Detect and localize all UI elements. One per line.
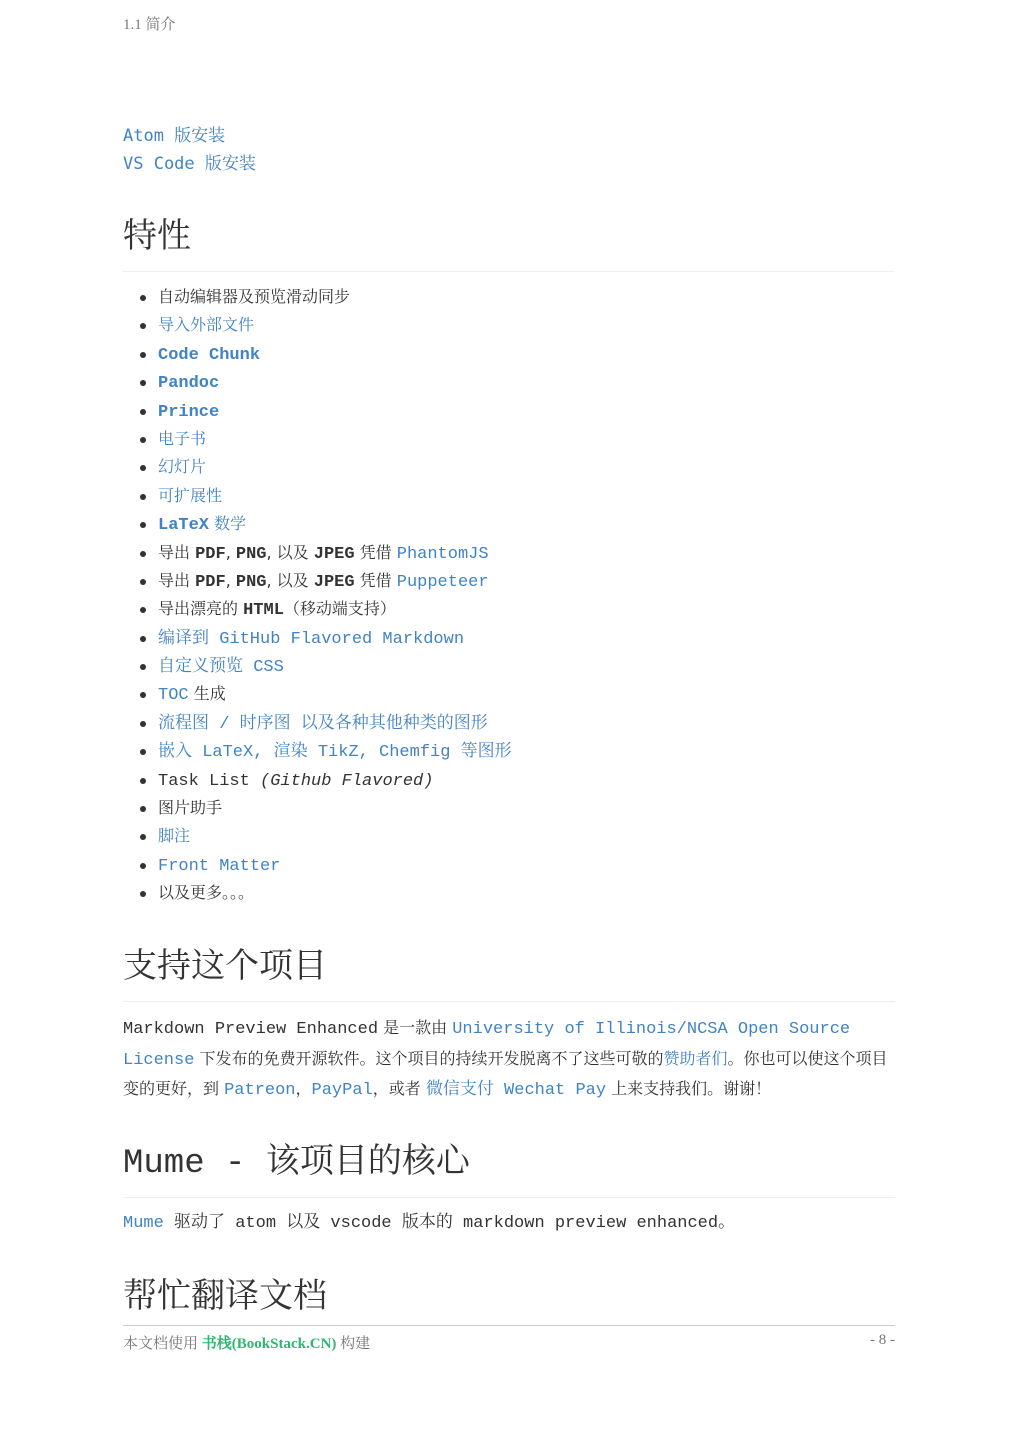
- atom-install-link[interactable]: Atom 版安装: [123, 126, 226, 146]
- feature-link[interactable]: 流程图 / 时序图 以及各种其他种类的图形: [158, 714, 488, 734]
- toc-link[interactable]: TOC: [158, 686, 189, 706]
- footer-credit: 本文档使用 书栈(BookStack.CN) 构建: [123, 1336, 371, 1352]
- support-paragraph: Markdown Preview Enhanced 是一款由 University of Illinois/NCSA Open Source License 下发布的免费开源软件。这个项目的持续开发脱离不了这些可敬的赞助者们。你也可以使这个项目变的更好，到 Patreon，PayPal，或者 微信支付 Wechat Pay 上来支持我们。谢谢！: [123, 1018, 888, 1101]
- paypal-link[interactable]: PayPal: [311, 1081, 373, 1101]
- license-link[interactable]: University of Illinois/NCSA Open Source License: [123, 1020, 851, 1070]
- sponsors-link[interactable]: 赞助者们: [663, 1048, 728, 1068]
- mume-link[interactable]: Mume: [123, 1214, 164, 1233]
- feature-link[interactable]: LaTeX 数学: [158, 514, 247, 536]
- list-item: [158, 652, 512, 680]
- feature-link[interactable]: 导入外部文件: [158, 315, 255, 335]
- feature-link[interactable]: Prince: [158, 402, 220, 422]
- feature-link[interactable]: Code Chunk: [158, 345, 261, 365]
- list-item: [158, 425, 512, 453]
- install-links: [123, 122, 256, 178]
- list-item: 导出 PDF, PNG, 以及 JPEG 凭借 PhantomJS: [158, 539, 512, 567]
- list-item: 图片助手: [158, 794, 512, 822]
- list-item: [158, 368, 512, 396]
- list-item: Task List (Github Flavored): [158, 766, 512, 794]
- list-item: [158, 453, 512, 481]
- footer-divider: [123, 1325, 895, 1326]
- vscode-install-link[interactable]: VS Code 版安装: [123, 154, 256, 174]
- features-heading: 特性: [123, 208, 895, 272]
- feature-link[interactable]: 可扩展性: [158, 485, 223, 505]
- list-item: [158, 340, 512, 368]
- feature-link[interactable]: 自定义预览 CSS: [158, 658, 284, 678]
- list-item: [158, 311, 512, 339]
- feature-link[interactable]: 脚注: [158, 826, 191, 846]
- list-item: [158, 822, 512, 850]
- feature-link[interactable]: 电子书: [158, 428, 207, 448]
- list-item: 以及更多。。。: [158, 879, 512, 907]
- translate-heading: 帮忙翻译文档: [123, 1276, 327, 1316]
- running-header: 1.1 简介: [123, 17, 176, 33]
- page-number: - 8 -: [870, 1332, 895, 1348]
- mume-paragraph: Mume 驱动了 atom 以及 vscode 版本的 markdown preview enhanced。: [123, 1214, 736, 1233]
- features-list: [123, 283, 512, 908]
- list-item: [158, 737, 512, 765]
- patreon-link[interactable]: Patreon: [224, 1081, 296, 1101]
- list-item: [158, 482, 512, 510]
- phantomjs-link[interactable]: PhantomJS: [396, 544, 489, 564]
- list-item: [158, 510, 512, 538]
- list-item: 自动编辑器及预览滑动同步: [158, 283, 512, 311]
- list-item: [158, 851, 512, 879]
- list-item: [158, 709, 512, 737]
- list-item: 导出 PDF, PNG, 以及 JPEG 凭借 Puppeteer: [158, 567, 512, 595]
- mume-heading: Mume - 该项目的核心: [123, 1133, 895, 1198]
- support-heading: 支持这个项目: [123, 938, 895, 1002]
- list-item: [158, 397, 512, 425]
- feature-link[interactable]: 嵌入 LaTeX, 渲染 TikZ, Chemfig 等图形: [158, 743, 512, 763]
- puppeteer-link[interactable]: Puppeteer: [396, 572, 489, 592]
- feature-link[interactable]: 幻灯片: [158, 457, 207, 477]
- bookstack-link[interactable]: 书栈(BookStack.CN): [201, 1336, 337, 1352]
- feature-link[interactable]: Pandoc: [158, 374, 220, 394]
- feature-link[interactable]: 编译到 GitHub Flavored Markdown: [158, 629, 465, 649]
- list-item: [158, 624, 512, 652]
- wechat-pay-link[interactable]: 微信支付 Wechat Pay: [425, 1081, 607, 1101]
- list-item: TOC 生成: [158, 680, 512, 708]
- list-item: 导出漂亮的 HTML（移动端支持）: [158, 595, 512, 623]
- feature-link[interactable]: Front Matter: [158, 856, 281, 876]
